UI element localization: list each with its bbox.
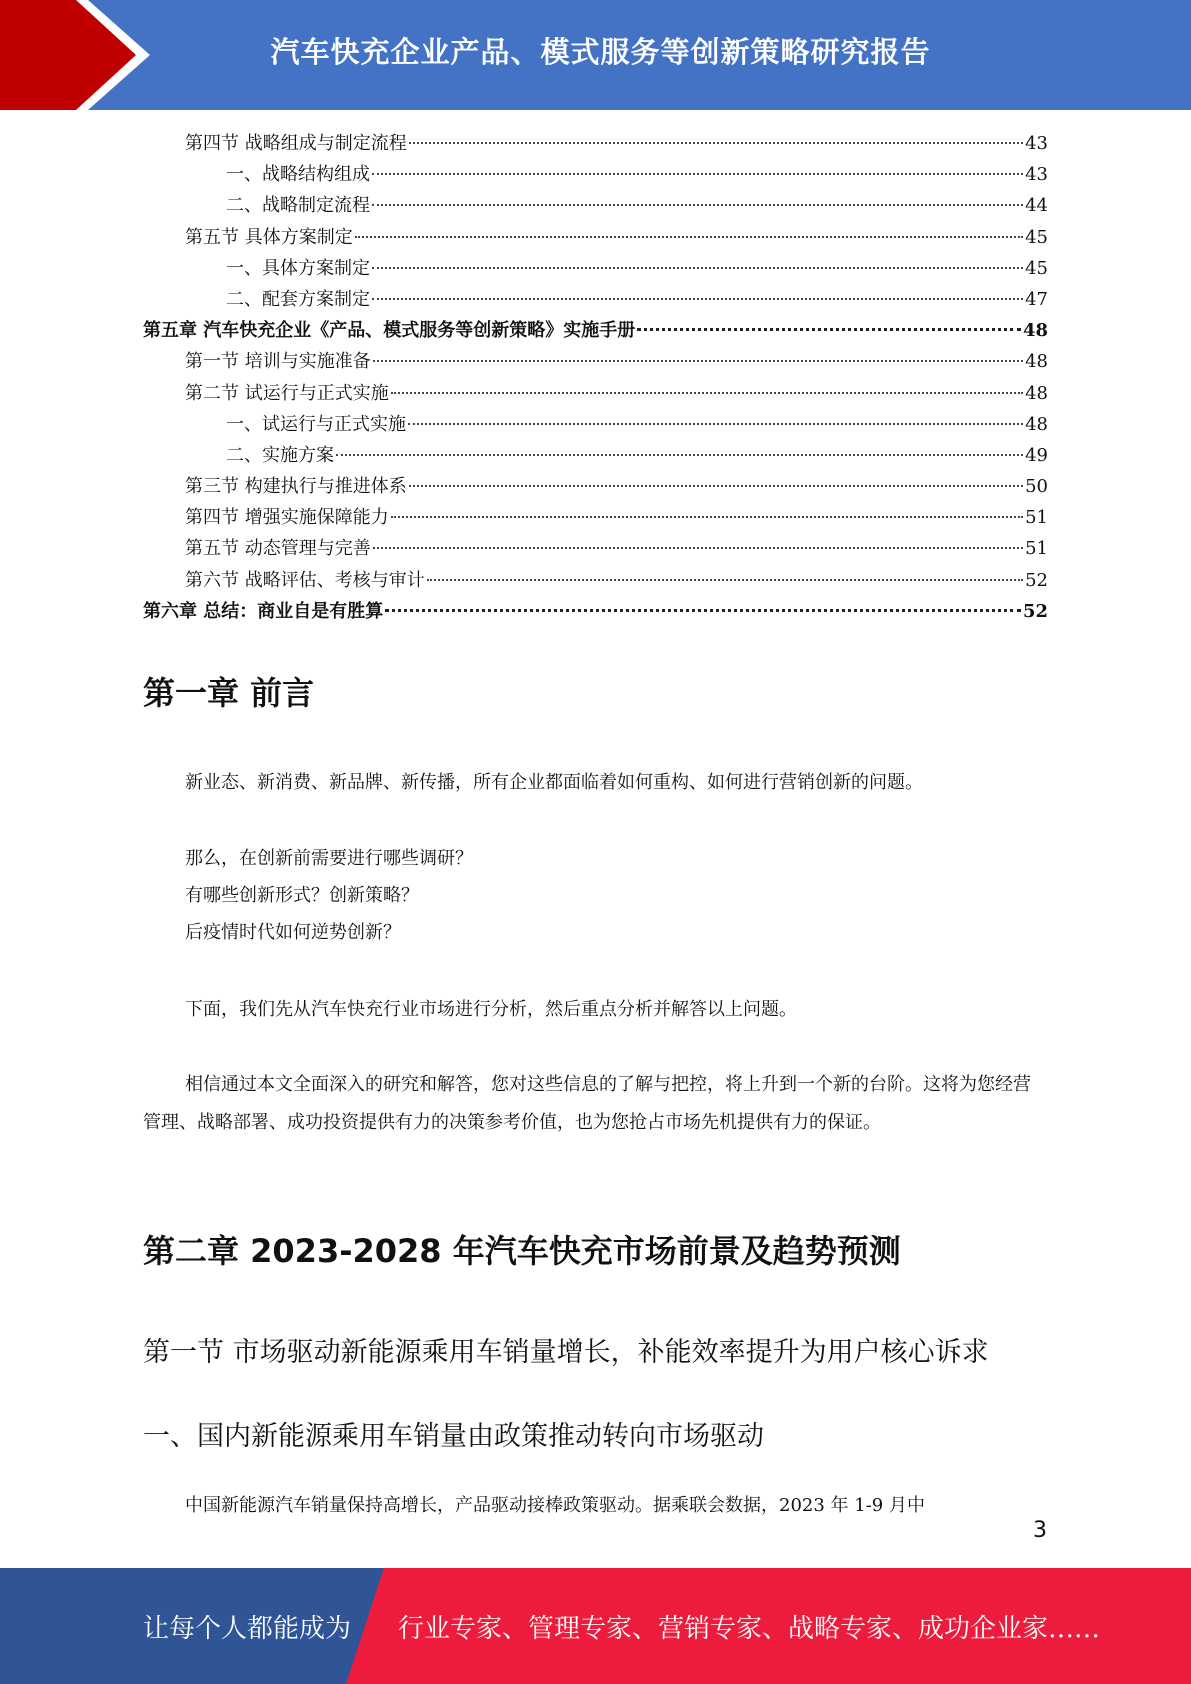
toc-leader	[373, 529, 1023, 549]
paragraph: 相信通过本文全面深入的研究和解答，您对这些信息的了解与把控，将上升到一个新的台阶。这将为您经营管理、战略部署、成功投资提供有力的决策参考价值，也为您抢占市场先机提供有力的保证。	[143, 1074, 1031, 1133]
toc-entry-page: 49	[1025, 444, 1048, 466]
page-number: 3	[1033, 1518, 1047, 1543]
header-title: 汽车快充企业产品、模式服务等创新策略研究报告	[270, 34, 931, 69]
toc-leader	[355, 218, 1023, 238]
toc-entry-title: 第四节 增强实施保障能力	[185, 507, 389, 529]
paragraph: 那么，在创新前需要进行哪些调研？	[185, 848, 473, 869]
toc-entry-title: 二、战略制定流程	[226, 195, 370, 217]
toc-entry-title: 第四节 战略组成与制定流程	[185, 133, 407, 154]
footer-roles: 行业专家、管理专家、营销专家、战略专家、成功企业家……	[398, 1613, 1101, 1644]
paragraph: 后疫情时代如何逆势创新？	[185, 922, 401, 943]
toc-entry-page: 43	[1025, 133, 1048, 154]
toc-leader	[408, 405, 1023, 425]
toc-entry-title: 第六章 总结：商业自是有胜算	[143, 600, 384, 622]
toc-entry-title: 二、实施方案	[226, 444, 334, 466]
toc-leader	[336, 436, 1023, 456]
toc-leader	[372, 280, 1023, 300]
paragraph: 新业态、新消费、新品牌、新传播，所有企业都面临着如何重构、如何进行营销创新的问题。	[185, 772, 923, 793]
toc-entry-title: 第三节 构建执行与推进体系	[185, 476, 407, 498]
toc-entry-title: 第二节 试运行与正式实施	[185, 382, 389, 404]
table-of-contents	[143, 128, 1048, 627]
toc-entry-page: 52	[1025, 569, 1048, 591]
toc-entry-page: 50	[1025, 476, 1048, 498]
toc-leader	[385, 591, 1021, 612]
toc-entry-page: 48	[1022, 320, 1048, 342]
page-header	[0, 0, 1191, 110]
section-heading: 第一节 市场驱动新能源乘用车销量增长，补能效率提升为用户核心诉求	[143, 1337, 989, 1368]
toc-leader	[391, 374, 1023, 394]
toc-entry-page: 48	[1025, 351, 1048, 373]
chapter-heading: 第一章 前言	[143, 674, 315, 712]
toc-entry-title: 第五节 具体方案制定	[185, 226, 353, 248]
toc-entry-title: 第六节 战略评估、考核与审计	[185, 569, 425, 591]
toc-entry-page: 45	[1025, 226, 1048, 248]
toc-entry-title: 二、配套方案制定	[226, 288, 370, 310]
toc-entry-page: 52	[1022, 600, 1048, 622]
toc-entry-title: 第五章 汽车快充企业《产品、模式服务等创新策略》实施手册	[143, 320, 636, 342]
toc-entry-title: 一、具体方案制定	[226, 257, 370, 279]
toc-entry-page: 51	[1025, 538, 1048, 560]
page-footer	[0, 1568, 1191, 1684]
toc-leader	[427, 561, 1023, 581]
toc-entry-page: 48	[1025, 382, 1048, 404]
toc-leader	[409, 467, 1023, 487]
toc-entry-page: 51	[1025, 507, 1048, 529]
toc-leader	[372, 186, 1023, 206]
toc-entry-title: 第五节 动态管理与完善	[185, 538, 371, 560]
toc-entry-page: 48	[1025, 413, 1048, 435]
toc-entry-page: 43	[1025, 164, 1048, 186]
toc-leader	[637, 310, 1021, 331]
toc-entry-title: 第一节 培训与实施准备	[185, 351, 371, 373]
subsection-heading: 一、国内新能源乘用车销量由政策推动转向市场驱动	[143, 1421, 764, 1452]
footer-slogan: 让每个人都能成为	[143, 1613, 352, 1644]
toc-leader	[391, 498, 1023, 518]
toc-leader	[409, 124, 1023, 144]
toc-entry-title: 一、战略结构组成	[226, 164, 370, 186]
toc-leader	[373, 342, 1023, 362]
toc-entry-page: 44	[1025, 195, 1048, 217]
toc-entry-page: 45	[1025, 257, 1048, 279]
toc-leader	[372, 249, 1023, 269]
paragraph: 下面，我们先从汽车快充行业市场进行分析，然后重点分析并解答以上问题。	[185, 999, 797, 1020]
toc-entry[interactable]	[143, 596, 1048, 627]
paragraph: 中国新能源汽车销量保持高增长，产品驱动接棒政策驱动。据乘联会数据，2023 年 1-9 月中	[185, 1495, 925, 1516]
toc-leader	[372, 155, 1023, 175]
chapter-heading: 第二章 2023-2028 年汽车快充市场前景及趋势预测	[143, 1232, 901, 1270]
toc-entry-title: 一、试运行与正式实施	[226, 413, 406, 435]
paragraph: 有哪些创新形式？创新策略？	[185, 885, 419, 906]
toc-entry-page: 47	[1025, 288, 1048, 310]
